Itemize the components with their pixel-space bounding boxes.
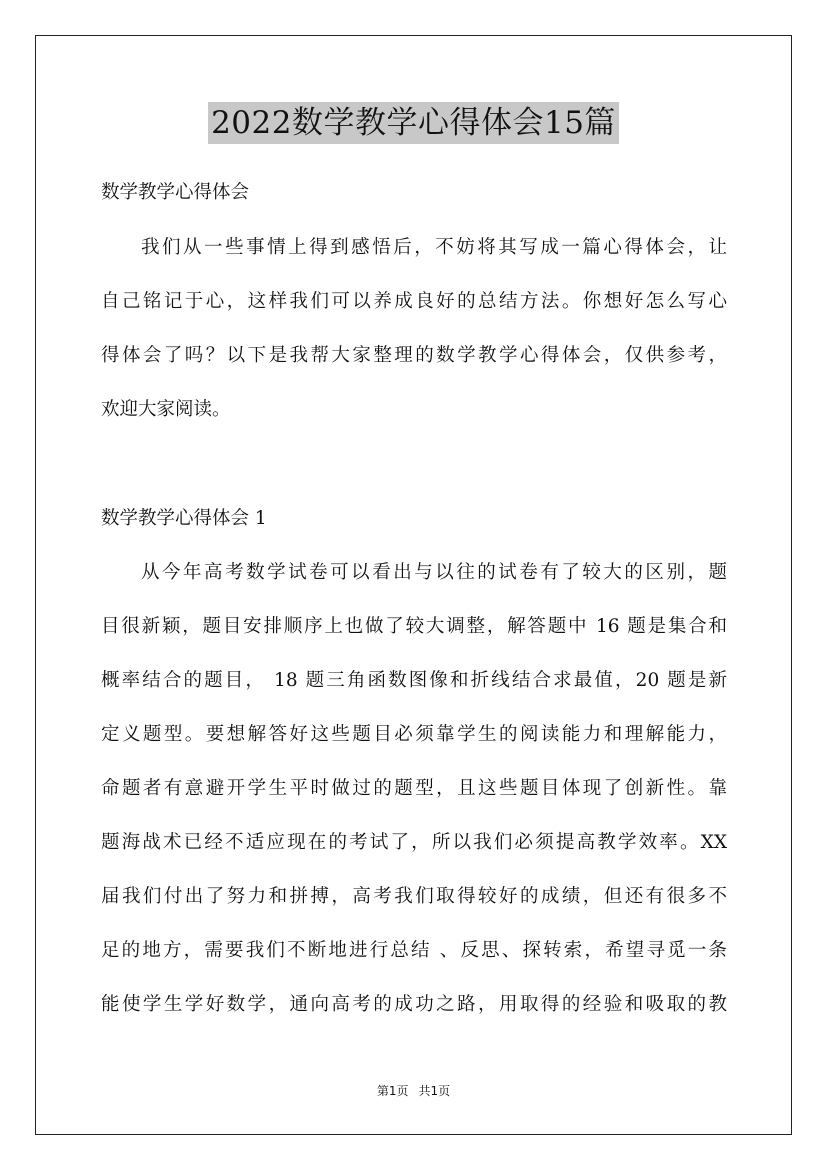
- intro-heading: 数学教学心得体会: [101, 182, 250, 203]
- paragraph-line: 从今年高考数学试卷可以看出与以往的试卷有了较大的区别，题: [141, 562, 727, 583]
- page-total: 共1页: [418, 1084, 451, 1098]
- title-container: [0, 102, 827, 144]
- paragraph-line: 足的地方，需要我们不断地进行总结 、反思、探转索，希望寻觅一条: [101, 940, 727, 961]
- paragraph-line: 概率结合的题目， 18 题三角函数图像和折线结合求最值，20 题是新: [101, 670, 727, 691]
- paragraph-line: 命题者有意避开学生平时做过的题型，且这些题目体现了创新性。靠: [101, 778, 727, 799]
- paragraph-line: 得体会了吗？以下是我帮大家整理的数学教学心得体会，仅供参考，: [101, 345, 727, 366]
- page-number: 第1页: [376, 1084, 409, 1098]
- paragraph-line: 我们从一些事情上得到感悟后，不妨将其写成一篇心得体会，让: [141, 237, 727, 258]
- document-title: 2022数学教学心得体会15篇: [208, 102, 619, 144]
- section-heading: 数学教学心得体会 1: [101, 508, 267, 529]
- paragraph-line: 能使学生学好数学，通向高考的成功之路，用取得的经验和吸取的教: [101, 994, 727, 1015]
- paragraph-line: 欢迎大家阅读。: [101, 399, 231, 420]
- paragraph-line: 届我们付出了努力和拼搏，高考我们取得较好的成绩，但还有很多不: [101, 886, 727, 907]
- paragraph-line: 题海战术已经不适应现在的考试了，所以我们必须提高教学效率。XX: [101, 832, 727, 853]
- page-footer: [0, 1083, 827, 1099]
- paragraph-line: 目很新颖，题目安排顺序上也做了较大调整，解答题中 16 题是集合和: [101, 616, 727, 637]
- paragraph-line: 定义题型。要想解答好这些题目必须靠学生的阅读能力和理解能力，: [101, 724, 727, 745]
- paragraph-line: 自己铭记于心，这样我们可以养成良好的总结方法。你想好怎么写心: [101, 291, 727, 312]
